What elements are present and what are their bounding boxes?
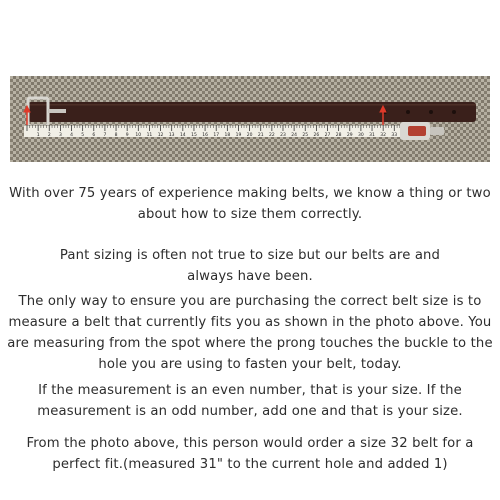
tape-number: 15 [191, 133, 197, 138]
sizing-line: always have been. [187, 269, 313, 284]
measure-line: hole you are using to fasten your belt, today. [98, 357, 402, 372]
tape-number: 6 [92, 133, 96, 138]
rule-line: measurement is an odd number, add one and that is your size. [37, 404, 463, 419]
how-to-measure-paragraph [0, 291, 500, 375]
tape-number: 8 [114, 133, 118, 138]
tape-number: 5 [81, 133, 85, 138]
tape-number: 20 [246, 133, 253, 138]
tape-number: 21 [257, 133, 264, 138]
measuring-tape [24, 125, 402, 138]
example-line: From the photo above, this person would order a size 32 belt for a [26, 436, 474, 451]
tape-number: 19 [235, 133, 242, 138]
tape-number: 7 [103, 133, 107, 138]
example-line: perfect fit.(measured 31" to the current hole and added 1) [52, 457, 448, 472]
tape-number: 22 [268, 133, 275, 138]
measure-line: measure a belt that currently fits you as shown in the photo above. You [8, 315, 492, 330]
tape-number: 29 [346, 133, 353, 138]
tape-number: 16 [202, 133, 208, 138]
intro-line: about how to size them correctly. [137, 207, 363, 222]
tape-number: 9 [125, 133, 129, 138]
tape-number: 3 [58, 133, 62, 138]
even-odd-rule-paragraph [0, 380, 500, 422]
sizing-line: Pant sizing is often not true to size but our belts are and [59, 248, 441, 263]
tape-number: 18 [224, 133, 231, 138]
tape-number: 10 [135, 133, 142, 138]
tape-number: 11 [146, 133, 153, 138]
tape-number: 24 [291, 133, 297, 138]
tape-number: 33 [391, 133, 398, 138]
tape-number: 27 [324, 133, 331, 138]
tape-number: 4 [70, 133, 73, 138]
tape-number: 17 [213, 133, 220, 138]
measure-line: The only way to ensure you are purchasing the correct belt size is to [18, 294, 482, 309]
intro-paragraph [0, 183, 500, 225]
tape-number: 23 [280, 133, 286, 138]
tape-number: 12 [157, 133, 164, 138]
tape-number: 25 [302, 133, 309, 138]
sizing-paragraph [0, 245, 500, 287]
belt-measurement-photo [10, 76, 490, 162]
tape-number: 32 [380, 133, 387, 138]
tape-number: 31 [369, 133, 375, 138]
tape-number: 26 [313, 133, 320, 138]
measure-line: are measuring from the spot where the prong touches the buckle to the [7, 336, 493, 351]
tape-number: 2 [47, 133, 51, 138]
tape-number: 13 [168, 133, 175, 138]
tape-number: 14 [179, 133, 186, 138]
belt [28, 102, 476, 122]
tape-number: 28 [335, 133, 342, 138]
intro-line: With over 75 years of experience making belts, we know a thing or two [9, 186, 491, 201]
example-paragraph [0, 433, 500, 475]
rule-line: If the measurement is an even number, that is your size. If the [38, 383, 462, 398]
tape-number: 1 [36, 133, 40, 138]
tape-number: 30 [358, 133, 364, 138]
